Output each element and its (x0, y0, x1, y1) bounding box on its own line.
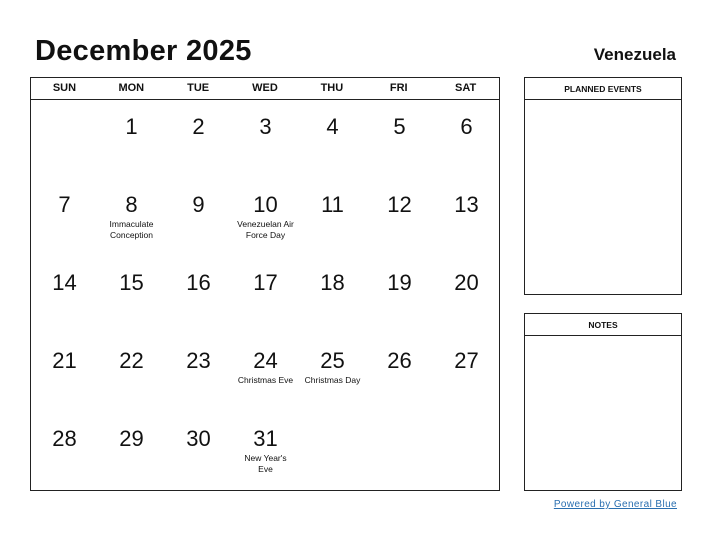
day-cell[interactable] (98, 256, 165, 334)
day-cell[interactable] (433, 100, 500, 178)
weekday-sat: SAT (454, 82, 477, 94)
notes-panel[interactable] (524, 313, 682, 491)
day-number: 31 (253, 426, 278, 451)
day-number: 9 (192, 192, 205, 217)
day-cell[interactable] (232, 256, 299, 334)
day-number: 16 (186, 270, 211, 295)
day-cell[interactable] (232, 412, 299, 490)
holiday-label: New Year's Eve (244, 453, 287, 474)
day-cell[interactable] (232, 178, 299, 256)
day-number: 1 (125, 114, 138, 139)
day-cell[interactable] (433, 256, 500, 334)
weekday-wed: WED (252, 82, 278, 94)
day-number: 19 (387, 270, 412, 295)
day-number: 18 (320, 270, 345, 295)
day-cell[interactable] (165, 178, 232, 256)
day-cell[interactable] (299, 334, 366, 412)
day-cell[interactable] (366, 334, 433, 412)
day-number: 8 (125, 192, 138, 217)
day-number: 5 (393, 114, 406, 139)
day-number: 6 (460, 114, 473, 139)
day-number: 28 (52, 426, 77, 451)
day-cell[interactable] (31, 256, 98, 334)
country-label: Venezuela (593, 45, 676, 64)
day-number: 14 (52, 270, 77, 295)
day-cell[interactable] (433, 334, 500, 412)
day-cell[interactable] (366, 100, 433, 178)
powered-by-link[interactable]: Powered by General Blue (553, 499, 677, 510)
day-number: 20 (454, 270, 479, 295)
day-cell[interactable] (31, 412, 98, 490)
day-cell[interactable] (232, 334, 299, 412)
day-cell[interactable] (366, 178, 433, 256)
day-number: 21 (52, 348, 77, 373)
day-cell[interactable] (433, 178, 500, 256)
day-number: 12 (387, 192, 412, 217)
day-number: 24 (253, 348, 278, 373)
day-cell[interactable] (31, 178, 98, 256)
day-number: 27 (454, 348, 479, 373)
day-cell[interactable] (98, 178, 165, 256)
day-number: 10 (253, 192, 278, 217)
holiday-label: Venezuelan Air Force Day (237, 219, 294, 240)
day-number: 7 (58, 192, 71, 217)
day-number: 23 (186, 348, 211, 373)
day-cell[interactable] (98, 412, 165, 490)
day-cell[interactable] (165, 256, 232, 334)
day-number: 29 (119, 426, 144, 451)
holiday-label: Christmas Eve (237, 375, 294, 385)
holiday-label: Immaculate Conception (109, 219, 154, 240)
day-cell[interactable] (165, 412, 232, 490)
weekday-header (31, 78, 499, 100)
day-number: 15 (119, 270, 144, 295)
day-cell[interactable] (165, 334, 232, 412)
day-cell[interactable] (299, 178, 366, 256)
planned-events-title: PLANNED EVENTS (525, 78, 681, 100)
day-cell[interactable] (98, 334, 165, 412)
day-number: 30 (186, 426, 211, 451)
day-cell[interactable] (232, 100, 299, 178)
planned-events-panel[interactable] (524, 77, 682, 295)
weekday-fri: FRI (389, 82, 408, 94)
day-cell[interactable] (165, 100, 232, 178)
weekday-tue: TUE (187, 82, 210, 94)
day-number: 17 (253, 270, 278, 295)
day-number: 2 (192, 114, 205, 139)
weekday-mon: MON (118, 82, 145, 94)
day-cell[interactable] (31, 334, 98, 412)
day-number: 26 (387, 348, 412, 373)
day-cell[interactable] (299, 256, 366, 334)
day-cell[interactable] (366, 256, 433, 334)
day-number: 11 (321, 192, 344, 217)
day-number: 25 (320, 348, 345, 373)
day-number: 13 (454, 192, 479, 217)
day-cell[interactable] (98, 100, 165, 178)
weekday-sun: SUN (52, 82, 77, 94)
day-number: 22 (119, 348, 144, 373)
weekday-thu: THU (320, 82, 344, 94)
calendar-grid (30, 77, 500, 491)
holiday-label: Christmas Day (304, 375, 361, 385)
day-number: 4 (326, 114, 339, 139)
day-number: 3 (259, 114, 272, 139)
day-grid (31, 100, 499, 490)
notes-title: NOTES (525, 314, 681, 336)
page-title: December 2025 (35, 35, 252, 67)
day-cell[interactable] (299, 100, 366, 178)
